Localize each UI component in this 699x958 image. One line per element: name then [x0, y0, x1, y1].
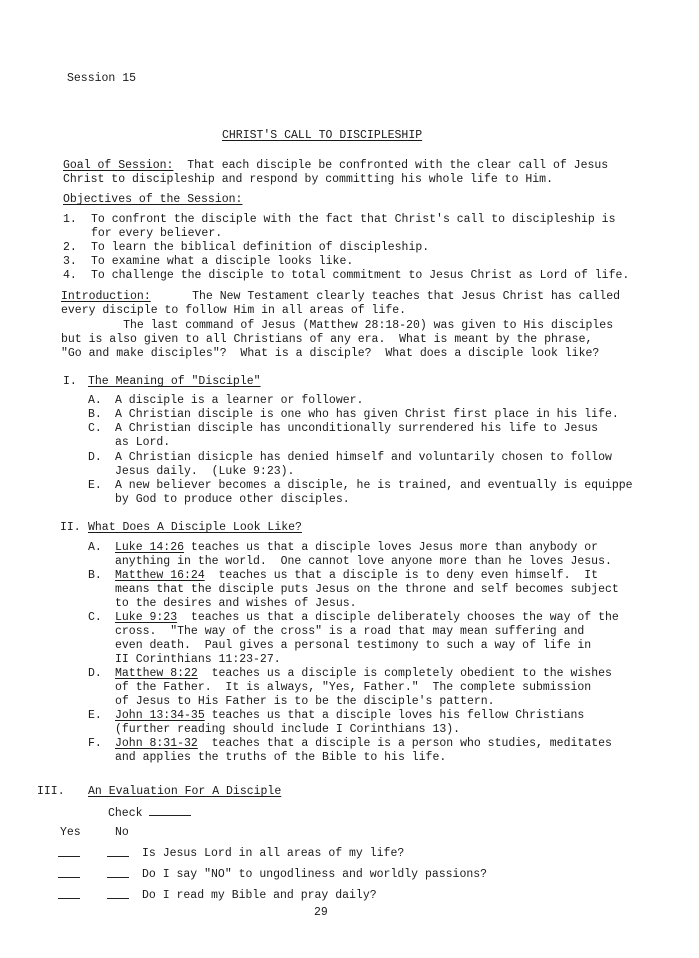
goal-line-1: Goal of Session: That each disciple be confronted with the clear call of Jesus — [63, 159, 609, 172]
objective-number: 4. — [63, 269, 77, 282]
introduction-line: Introduction: The New Testament clearly teaches that Jesus Christ has called — [61, 290, 620, 303]
yes-checkbox-blank[interactable] — [58, 847, 80, 862]
item-letter: E. — [88, 479, 102, 492]
item-text: Matthew 8:22 teaches us a disciple is completely obedient to the wishes — [115, 667, 612, 680]
item-text: A new believer becomes a disciple, he is trained, and eventually is equippe — [115, 479, 633, 492]
item-text: Luke 14:26 teaches us that a disciple loves Jesus more than anybody or — [115, 541, 599, 554]
section-heading: The Meaning of "Disciple" — [88, 375, 261, 388]
item-text: A disciple is a learner or follower. — [115, 394, 364, 407]
objectives-label: Objectives of the Session: — [63, 193, 243, 206]
item-text: as Lord. — [115, 436, 171, 449]
item-text: A Christian disciple is one who has given Christ first place in his life. — [115, 408, 619, 421]
objective-text: To learn the biblical definition of discipleship. — [91, 241, 430, 254]
item-letter: F. — [88, 737, 102, 750]
scripture-reference: Luke 9:23 — [115, 611, 178, 624]
item-text: to the desires and wishes of Jesus. — [115, 597, 357, 610]
scripture-reference: Luke 14:26 — [115, 541, 185, 554]
goal-line-2: Christ to discipleship and respond by committing his whole life to Him. — [63, 173, 553, 186]
item-letter: B. — [88, 569, 102, 582]
section-number: II. — [60, 521, 81, 534]
item-text: by God to produce other disciples. — [115, 493, 350, 506]
introduction-line: "Go and make disciples"? What is a disciple? What does a disciple look like? — [61, 347, 600, 360]
item-letter: C. — [88, 422, 102, 435]
item-text: Matthew 16:24 teaches us that a disciple is to deny even himself. It — [115, 569, 599, 582]
scripture-reference: Matthew 16:24 — [115, 569, 205, 582]
section-number: I. — [63, 375, 77, 388]
item-text: John 13:34-35 teaches us that a disciple loves his fellow Christians — [115, 709, 585, 722]
item-text: A Christian disicple has denied himself and voluntarily chosen to follow — [115, 451, 612, 464]
page-title: CHRIST'S CALL TO DISCIPLESHIP — [222, 129, 423, 142]
section-heading: What Does A Disciple Look Like? — [88, 521, 302, 534]
scripture-reference: John 8:31-32 — [115, 737, 198, 750]
item-text: anything in the world. One cannot love anyone more than he loves Jesus. — [115, 555, 612, 568]
objective-number: 1. — [63, 213, 77, 226]
section-heading: An Evaluation For A Disciple — [88, 785, 282, 798]
objective-text: To challenge the disciple to total commitment to Jesus Christ as Lord of life. — [91, 269, 630, 282]
no-checkbox-blank[interactable] — [107, 847, 129, 862]
item-text: Luke 9:23 teaches us that a disciple deliberately chooses the way of the — [115, 611, 619, 624]
page-number: 29 — [314, 906, 328, 919]
objective-text: To examine what a disciple looks like. — [91, 255, 354, 268]
goal-label: Goal of Session: — [63, 159, 174, 172]
check-label: Check — [108, 806, 191, 821]
item-text: of the Father. It is always, "Yes, Father." The complete submission — [115, 681, 592, 694]
item-letter: D. — [88, 451, 102, 464]
item-letter: B. — [88, 408, 102, 421]
item-text: of Jesus to His Father is to be the disciple's pattern. — [115, 695, 495, 708]
item-text: (further reading should include I Corinthians 13). — [115, 723, 461, 736]
introduction-label: Introduction: — [61, 290, 151, 303]
objective-text: To confront the disciple with the fact that Christ's call to discipleship is — [91, 213, 616, 226]
objective-text: for every believer. — [91, 227, 223, 240]
item-text: and applies the truths of the Bible to his life. — [115, 751, 447, 764]
evaluation-question: Do I say "NO" to ungodliness and worldly passions? — [142, 868, 488, 881]
item-letter: E. — [88, 709, 102, 722]
no-checkbox-blank[interactable] — [107, 889, 129, 904]
item-text: II Corinthians 11:23-27. — [115, 653, 281, 666]
item-text: means that the disciple puts Jesus on the throne and self becomes subject — [115, 583, 619, 596]
introduction-line: every disciple to follow Him in all areas of life. — [61, 304, 407, 317]
no-column-label: No — [115, 826, 129, 839]
scripture-reference: John 13:34-35 — [115, 709, 205, 722]
item-text: cross. "The way of the cross" is a road that may mean suffering and — [115, 625, 585, 638]
yes-checkbox-blank[interactable] — [58, 868, 80, 883]
item-text: even death. Paul gives a personal testimony to such a way of life in — [115, 639, 592, 652]
item-letter: A. — [88, 541, 102, 554]
no-checkbox-blank[interactable] — [107, 868, 129, 883]
item-letter: C. — [88, 611, 102, 624]
objective-number: 3. — [63, 255, 77, 268]
item-text: Jesus daily. (Luke 9:23). — [115, 465, 295, 478]
objective-number: 2. — [63, 241, 77, 254]
evaluation-question: Is Jesus Lord in all areas of my life? — [142, 847, 405, 860]
item-letter: D. — [88, 667, 102, 680]
section-number: III. — [37, 785, 65, 798]
evaluation-question: Do I read my Bible and pray daily? — [142, 889, 377, 902]
introduction-line: but is also given to all Christians of any era. What is meant by the phrase, — [61, 333, 593, 346]
yes-checkbox-blank[interactable] — [58, 889, 80, 904]
introduction-line: The last command of Jesus (Matthew 28:18-20) was given to His disciples — [61, 319, 614, 332]
item-letter: A. — [88, 394, 102, 407]
item-text: A Christian disciple has unconditionally surrendered his life to Jesus — [115, 422, 599, 435]
session-number: Session 15 — [67, 72, 137, 85]
yes-column-label: Yes — [60, 826, 81, 839]
scripture-reference: Matthew 8:22 — [115, 667, 198, 680]
item-text: John 8:31-32 teaches that a disciple is a person who studies, meditates — [115, 737, 612, 750]
